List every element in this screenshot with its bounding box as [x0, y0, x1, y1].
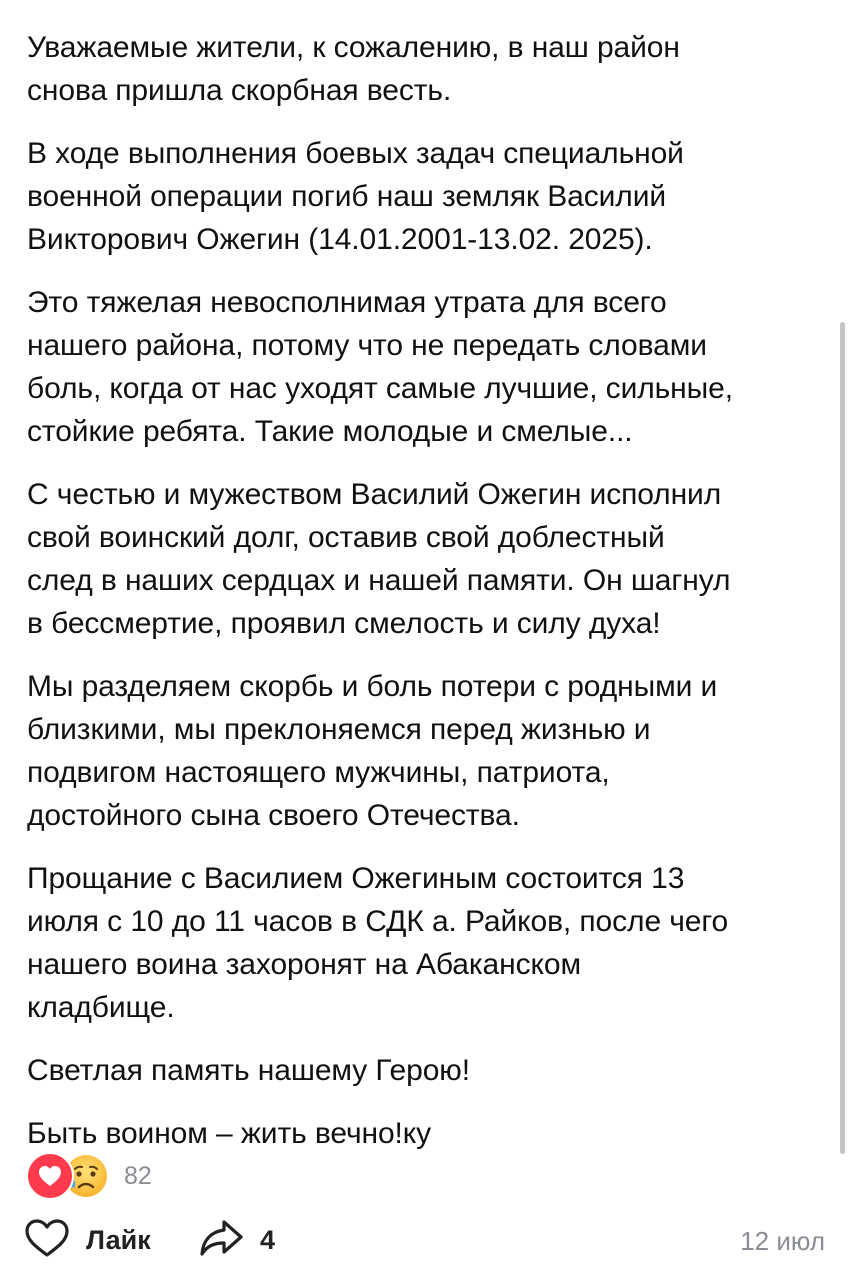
reactions-summary[interactable] — [26, 1153, 152, 1199]
scrollbar[interactable] — [840, 322, 845, 1154]
heart-icon — [26, 1152, 74, 1200]
action-bar — [24, 1214, 828, 1264]
like-label: Лайк — [86, 1225, 151, 1255]
share-icon — [198, 1218, 244, 1263]
post-date: 12 июл — [740, 1226, 825, 1256]
share-button[interactable] — [198, 1218, 275, 1263]
post-text — [27, 26, 827, 1175]
heart-outline-icon — [24, 1218, 70, 1263]
reaction-count: 82 — [124, 1161, 152, 1190]
share-count: 4 — [260, 1225, 276, 1255]
post-paragraph: В ходе выполнения боевых задач специальной военной операции погиб наш земляк Василий Викторович Ожегин (14.01.2001-13.02. 2025). — [27, 137, 684, 256]
post-paragraph: Это тяжелая невосполнимая утрата для всего нашего района, потому что не передать словами боль, когда от нас уходят самые лучшие, сильные, стойкие ребята. Такие молодые и смелые... — [27, 286, 733, 448]
like-button[interactable] — [24, 1218, 151, 1263]
post-paragraph: Уважаемые жители, к сожалению, в наш район снова пришла скорбная весть. — [27, 31, 680, 107]
post-paragraph: Мы разделяем скорбь и боль потери с родными и близкими, мы преклоняемся перед жизнью и подвигом настоящего мужчины, патриота, достойного сына своего Отечества. — [27, 670, 718, 832]
post-paragraph: С честью и мужеством Василий Ожегин исполнил свой воинский долг, оставив свой доблестный след в наших сердцах и нашей памяти. Он шагнул в бессмертие, проявил смелость и силу духа! — [27, 478, 731, 640]
post-paragraph: Прощание с Василием Ожегиным состоится 13 июля с 10 до 11 часов в СДК а. Райков, после чего нашего воина захоронят на Абаканском кладбище. — [27, 862, 729, 1024]
post-paragraph: Быть воином – жить вечно!ку — [27, 1117, 432, 1150]
post-paragraph: Светлая память нашему Герою! — [27, 1054, 470, 1087]
